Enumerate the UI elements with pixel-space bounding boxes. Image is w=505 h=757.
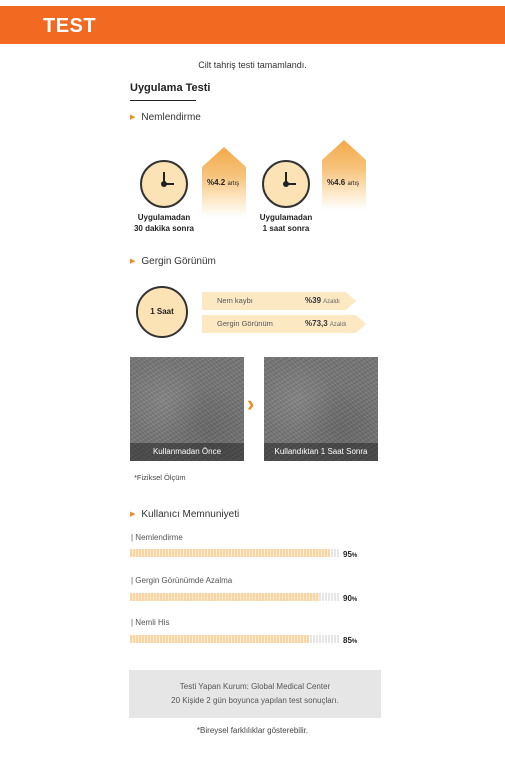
satisfaction-label: | Gergin Görünümde Azalma — [131, 576, 233, 585]
hydration-heading-text: Nemlendirme — [141, 112, 201, 123]
result-value — [305, 296, 340, 305]
satisfaction-bar-fill — [130, 549, 330, 557]
after-photo-caption: Kullandıktan 1 Saat Sonra — [264, 443, 378, 461]
satisfaction-bar — [130, 593, 340, 601]
result-label: Gergin Görünüm — [217, 319, 273, 328]
satisfaction-bar-fill — [130, 593, 319, 601]
satisfaction-bar — [130, 549, 340, 557]
bullet-triangle-icon: ▶ — [130, 511, 136, 518]
header-bar — [0, 6, 505, 44]
hydration-item-suffix: artış — [227, 181, 240, 187]
hydration-item-percent: %4.6 — [327, 178, 346, 187]
satisfaction-value — [343, 594, 357, 603]
satisfaction-label: | Nemlendirme — [131, 533, 183, 542]
test-info-line2: 20 Kişide 2 gün boyunca yapılan test sonuçları. — [171, 696, 339, 705]
satisfaction-value — [343, 550, 357, 559]
result-value-number: %73,3 — [305, 319, 328, 328]
hydration-item-label-line1: Uygulamadan — [259, 213, 313, 222]
hydration-item-result — [327, 178, 359, 187]
hydration-item-label — [118, 212, 210, 234]
hydration-item-percent: %4.2 — [207, 178, 226, 187]
disclaimer-text: *Bireysel farklılıklar gösterebilir. — [196, 726, 309, 735]
hydration-item-result — [207, 178, 239, 187]
hydration-item-label-line2: 1 saat sonra — [262, 224, 310, 233]
firm-heading-text: Gergin Görünüm — [141, 256, 216, 267]
one-hour-label: 1 Saat — [150, 307, 174, 316]
satisfaction-value — [343, 636, 357, 645]
section-title: Uygulama Testi — [130, 82, 211, 94]
clock-icon — [262, 160, 310, 208]
result-value-suffix: Azaldı — [329, 322, 347, 328]
header-title: TEST — [43, 15, 97, 37]
test-info-box — [129, 670, 381, 718]
hydration-item-label-line1: Uygulamadan — [137, 213, 191, 222]
after-photo — [264, 357, 378, 461]
intro-text: Cilt tahriş testi tamamlandı. — [198, 60, 307, 70]
satisfaction-label: | Nemli His — [131, 618, 170, 627]
satisfaction-value-unit: % — [351, 597, 358, 603]
section-underline — [130, 100, 196, 101]
satisfaction-heading-text: Kullanıcı Memnuniyeti — [141, 509, 240, 520]
result-value-number: %39 — [305, 296, 322, 305]
satisfaction-heading — [130, 509, 239, 520]
satisfaction-value-unit: % — [351, 639, 358, 645]
firm-heading — [130, 256, 216, 267]
result-value-suffix: Azaldı — [323, 299, 340, 305]
satisfaction-bar — [130, 635, 340, 643]
hydration-item-label — [240, 212, 332, 234]
satisfaction-value-number: 85 — [343, 636, 352, 645]
satisfaction-value-number: 90 — [343, 594, 352, 603]
hydration-item-label-line2: 30 dakika sonra — [133, 224, 195, 233]
bullet-triangle-icon: ▶ — [130, 258, 136, 265]
hydration-heading — [130, 112, 201, 123]
bullet-triangle-icon: ▶ — [130, 114, 136, 121]
hydration-item-suffix: artış — [347, 181, 360, 187]
satisfaction-value-number: 95 — [343, 550, 352, 559]
satisfaction-bar-fill — [130, 635, 309, 643]
result-label: Nem kaybı — [217, 296, 253, 305]
before-photo — [130, 357, 244, 461]
one-hour-clock-icon — [136, 286, 188, 338]
increase-pentagon — [322, 140, 366, 210]
measurement-note: *Fiziksel Ölçüm — [134, 473, 186, 482]
clock-icon — [140, 160, 188, 208]
test-info-line1: Testi Yapan Kurum: Global Medical Center — [179, 682, 331, 691]
chevron-right-icon: › — [247, 391, 255, 416]
satisfaction-value-unit: % — [351, 553, 358, 559]
result-value — [305, 319, 346, 328]
before-photo-caption: Kullanmadan Önce — [130, 443, 244, 461]
